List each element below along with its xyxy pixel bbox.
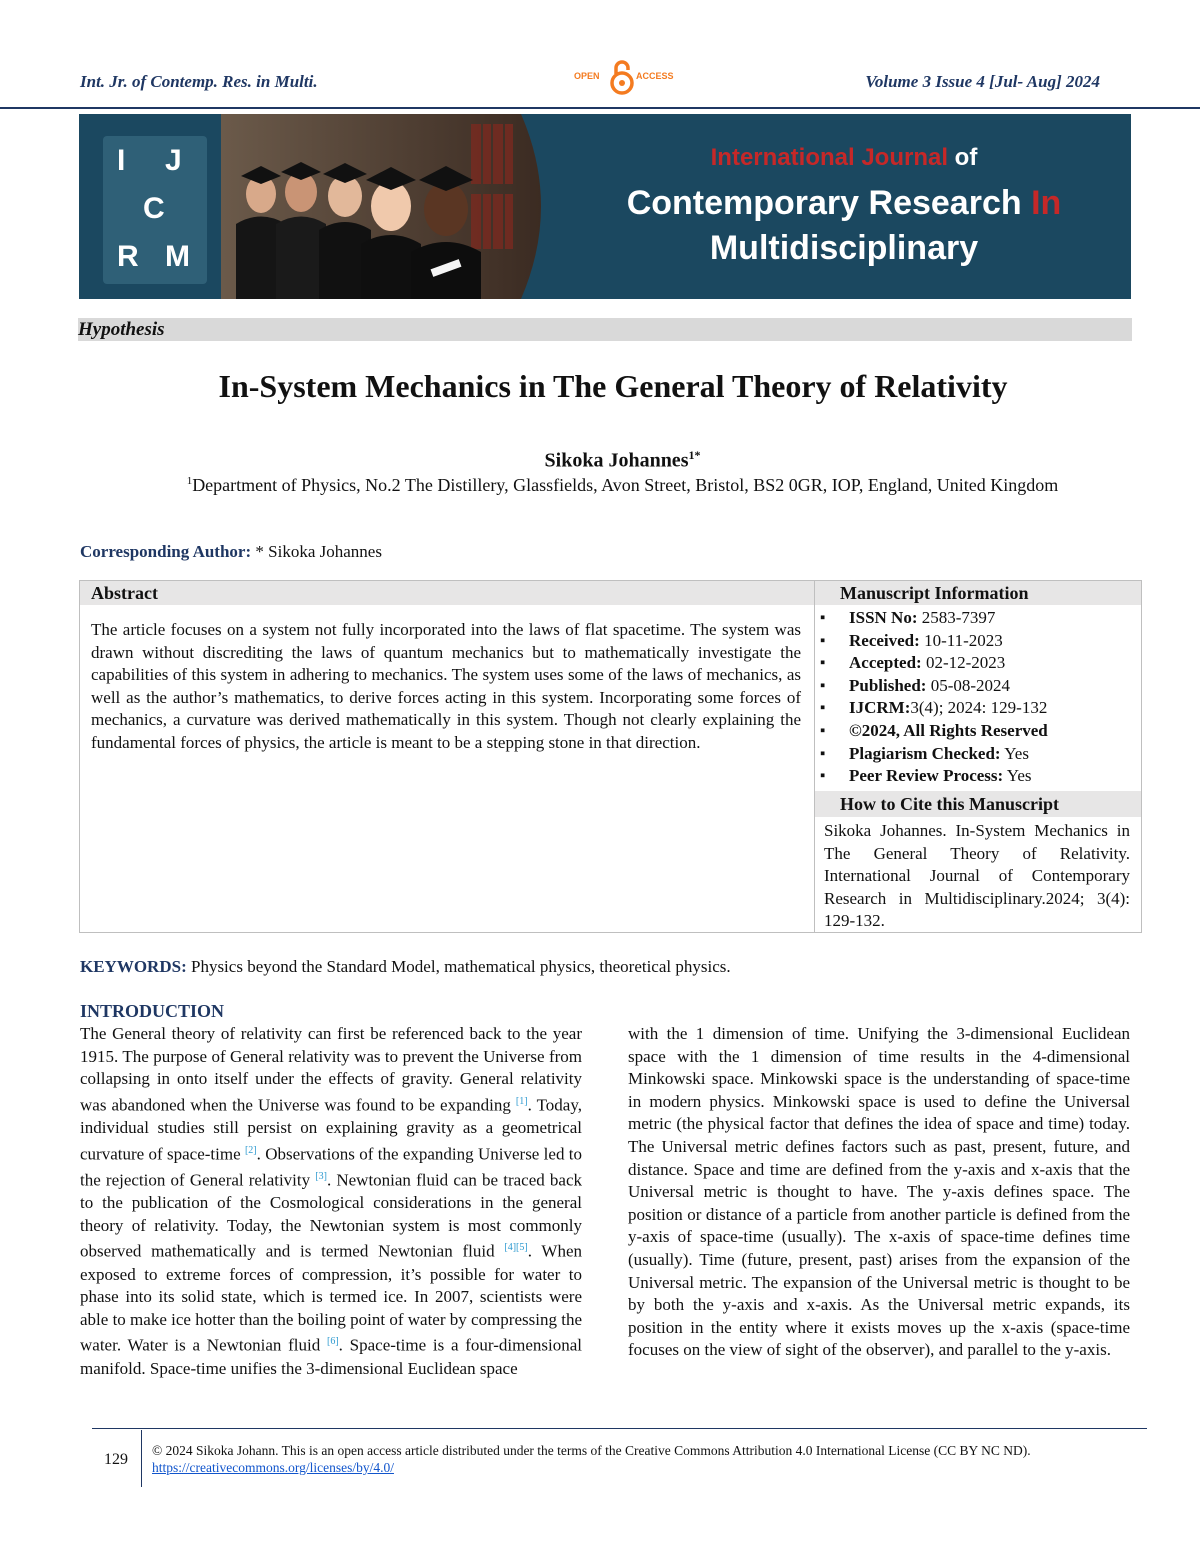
citation-ref[interactable]: [1] (515, 1095, 528, 1107)
manuscript-info-heading-cell (815, 581, 1141, 605)
list-item: ▪ Received: 10-11-2023 (820, 630, 1136, 653)
logo-letter-j: J (165, 144, 182, 177)
table-divider (814, 581, 815, 932)
author-sup: 1* (688, 448, 701, 462)
corresponding-author: Corresponding Author: * Sikoka Johannes (80, 542, 382, 561)
list-item: ▪ ©2024, All Rights Reserved (820, 720, 1136, 743)
intro-right-column: with the 1 dimension of time. Unifying the 3-dimensional Euclidean space with the 1 dimension of time results in the 4-dimensional Minkowski space. Minkowski space is the understanding of space-time in modern physics. Minkowski space is used to define the Universal metric (the physical factor that defines the idea of space and time) today. The Universal metric defines factors such as past, present, future, and distance. Space and time are defined from the y-axis and x-axis that the Universal metric is thought to have. The y-axis defines space. The position or distance of a particle from another particle is defined from the y-axis of space-time (usually). The x-axis of space-time defines time (usually). Time (future, present, past) arises from the expansion of the Universal metric. The expansion of the Universal metric is thought to be by both the y-axis and x-axis. As the Universal metric expands, its position in the entity where it exists moves up the x-axis (space-time focuses on the view of sight of the observer), and parallel to the y-axis. (628, 1024, 1130, 1360)
list-item: ▪ Plagiarism Checked: Yes (820, 743, 1136, 766)
license-link[interactable]: https://creativecommons.org/licenses/by/4.0/ (152, 1460, 394, 1475)
banner-title-line1: International Journal of (710, 144, 978, 171)
manuscript-info-heading: Manuscript Information (840, 583, 1029, 603)
manuscript-info-list (820, 607, 1136, 788)
logo-letter-m: M (165, 240, 190, 273)
license-notice: © 2024 Sikoka Johann. This is an open access article distributed under the terms of the Creative Commons Attribution 4.0 International License (CC BY NC ND). https://creativecommons.org/licenses/by/4.0/ (152, 1443, 1031, 1475)
banner-title-line3: Multidisciplinary (709, 229, 979, 267)
open-access-logo (572, 58, 692, 98)
cite-heading-cell (815, 791, 1141, 817)
list-item: ▪ Published: 05-08-2024 (820, 675, 1136, 698)
volume-issue: Volume 3 Issue 4 [Jul- Aug] 2024 (865, 72, 1100, 91)
list-item: ▪ Peer Review Process: Yes (820, 765, 1136, 788)
open-access-text-right: ACCESS (636, 71, 674, 81)
author (0, 448, 1200, 473)
page-number: 129 (104, 1451, 128, 1468)
list-item: ▪ Accepted: 02-12-2023 (820, 652, 1136, 675)
cite-heading: How to Cite this Manuscript (840, 794, 1059, 814)
article-type: Hypothesis (78, 319, 165, 340)
header-rule (0, 107, 1200, 109)
citation-ref[interactable]: [3] (315, 1170, 327, 1182)
article-type-bar (78, 318, 1132, 341)
journal-banner (79, 114, 1131, 299)
journal-short-title: Int. Jr. of Contemp. Res. in Multi. (80, 72, 318, 91)
affiliation: $^1$Department of Physics, No.2 The Distillery, Glassfields, Avon Street, Bristol, BS2 0GR, IOP, England, United Kingdom (186, 475, 1059, 495)
abstract-text: The article focuses on a system not fully incorporated into the laws of flat spacetime. The system was drawn without discrediting the laws of quantum mechanics but to mathematically investigate the capabilities of this system in adhering to mechanics. The system uses some of the laws of mechanics, as well as the author’s mathematics, to derive forces acting in this system. Incorporating some forces of mechanics, a curvature was derived mathematically in this system. Though not clearly explaining the fundamental forces of physics, the article is meant to be a stepping stone in that direction. (91, 620, 801, 752)
open-access-lock-icon (608, 58, 636, 96)
citation-ref[interactable]: [2] (244, 1144, 257, 1156)
article-title: In-System Mechanics in The General Theory of Relativity (218, 368, 1008, 404)
citation-ref[interactable]: [6] (327, 1336, 339, 1348)
citation-ref[interactable]: [4][5] (504, 1242, 528, 1254)
ijcrm-logo (103, 136, 207, 284)
footer-divider (141, 1430, 142, 1487)
abstract-heading: Abstract (91, 583, 158, 603)
abstract-table (79, 580, 1142, 933)
logo-letter-r: R (117, 240, 139, 273)
abstract-heading-cell (80, 581, 814, 605)
keywords: KEYWORDS: Physics beyond the Standard Model, mathematical physics, theoretical physics. (80, 957, 731, 976)
footer-rule (92, 1428, 1147, 1429)
section-heading-introduction: INTRODUCTION (80, 1001, 225, 1021)
list-item: ▪ IJCRM:3(4); 2024: 129-132 (820, 697, 1136, 720)
logo-letter-c: C (143, 192, 165, 225)
author-name: Sikoka Johannes (544, 449, 689, 472)
list-item: ▪ ISSN No: 2583-7397 (820, 607, 1136, 630)
intro-left-column: The General theory of relativity can first be referenced back to the year 1915. The purpose of General relativity was to prevent the Universe from collapsing in onto itself under the effects of gravity. General relativity was abandoned when the Universe was found to be expanding [1]. Today, individual studies still persist on explaining gravity as a geometrical curvature of space-time [2]. Observations of the expanding Universe led to the rejection of General relativity [3]. Newtonian fluid can be traced back to the publication of the Cosmological considerations in the general theory of relativity. Today, the Newtonian system is most commonly observed mathematically and is termed Newtonian fluid [4][5]. When exposed to extreme forces of compression, it’s possible for water to phase into its solid state, which is termed ice. In 2007, scientists were able to make ice hotter than the boiling point of water by compressing the water. Water is a Newtonian fluid [6]. Space-time is a four-dimensional manifold. Space-time unifies the 3-dimensional Euclidean space (80, 1024, 583, 1378)
cite-text: Sikoka Johannes. In-System Mechanics in The General Theory of Relativity. International Journal of Contemporary Research in Multidisciplinary.2024; 3(4): 129-132. (824, 821, 1130, 931)
open-access-text-left: OPEN (574, 71, 600, 81)
banner-title-line2: Contemporary Research In (626, 184, 1062, 222)
logo-letter-i: I (117, 144, 126, 177)
graduates-photo (221, 114, 551, 299)
